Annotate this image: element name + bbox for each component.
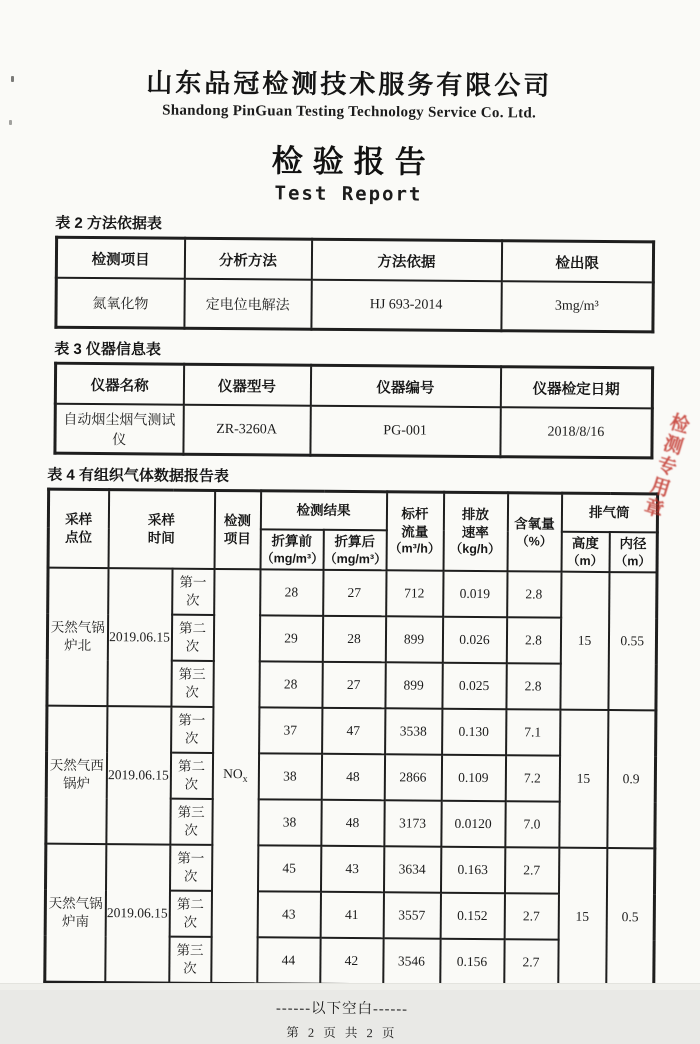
red-stamp-fragment: 检测专用章 bbox=[638, 410, 691, 522]
header-emission-rate bbox=[443, 492, 508, 571]
header-exhaust-stack: 排气筒 bbox=[561, 493, 657, 532]
before-value: 28 bbox=[259, 661, 322, 707]
o2-value: 7.0 bbox=[505, 801, 559, 847]
sampling-point-cell: 天然气锅 炉北 bbox=[47, 568, 108, 706]
run-no-cell: 第二次 bbox=[169, 891, 211, 937]
table2-header-row bbox=[56, 237, 653, 282]
rate-value: 0.156 bbox=[440, 939, 504, 986]
run-no-cell: 第三次 bbox=[170, 799, 212, 845]
sampling-date-cell: 2019.06.15 bbox=[107, 568, 172, 706]
table2-cell-method: 定电位电解法 bbox=[184, 279, 311, 329]
before-value: 29 bbox=[259, 615, 322, 661]
table3-header-no: 仪器编号 bbox=[310, 365, 500, 407]
table-row bbox=[48, 568, 657, 619]
header-diameter-unit: （m） bbox=[614, 553, 651, 569]
sampling-point-cell: 天然气锅 炉南 bbox=[45, 844, 106, 983]
after-value: 27 bbox=[322, 662, 385, 708]
table2-header-limit: 检出限 bbox=[501, 241, 653, 283]
detection-item-cell bbox=[211, 569, 260, 984]
run-no-cell: 第一次 bbox=[171, 707, 213, 753]
stack-height-value: 15 bbox=[559, 710, 608, 848]
header-sampling-time: 采样 时间 bbox=[108, 490, 215, 569]
header-oxygen-content bbox=[507, 493, 562, 572]
stack-height-value: 15 bbox=[560, 572, 609, 710]
stack-height-value: 15 bbox=[558, 848, 607, 987]
o2-value: 2.8 bbox=[507, 571, 561, 617]
table3-header-date: 仪器检定日期 bbox=[500, 367, 652, 409]
header-standard-flow-label: 标杆 流量 bbox=[401, 506, 429, 540]
table3-cell-date: 2018/8/16 bbox=[500, 407, 652, 458]
table3-cell-name: 自动烟尘烟气测试仪 bbox=[55, 404, 183, 455]
sampling-date-cell: 2019.06.15 bbox=[105, 844, 170, 983]
table2-header-method: 分析方法 bbox=[184, 238, 311, 279]
run-no-cell: 第二次 bbox=[171, 615, 213, 661]
header-after-label: 折算后 bbox=[334, 533, 376, 550]
flow-value: 3546 bbox=[383, 938, 440, 985]
rate-value: 0.026 bbox=[442, 617, 506, 664]
table3-cell-model: ZR-3260A bbox=[183, 405, 310, 455]
stack-diameter-value: 0.5 bbox=[606, 848, 655, 987]
o2-value: 7.2 bbox=[505, 755, 559, 801]
report-title-en: Test Report bbox=[274, 182, 423, 206]
scan-edge bbox=[0, 983, 700, 990]
table2-title: 表 2 方法依据表 bbox=[55, 214, 162, 233]
header-detection-item: 检测 项目 bbox=[214, 490, 261, 569]
header-after-unit: （mg/m³） bbox=[324, 551, 387, 566]
before-value: 28 bbox=[260, 569, 323, 615]
table2-header-item: 检测项目 bbox=[56, 237, 184, 279]
after-value: 41 bbox=[320, 892, 383, 938]
rate-value: 0.0120 bbox=[441, 801, 505, 848]
table-row bbox=[46, 844, 655, 895]
header-after-conversion bbox=[323, 530, 386, 570]
method-basis-table bbox=[54, 236, 655, 334]
before-value: 45 bbox=[257, 845, 320, 891]
gas-data-report-table bbox=[43, 488, 659, 989]
header-sampling-point: 采样 点位 bbox=[48, 489, 109, 568]
run-no-cell: 第一次 bbox=[169, 845, 211, 891]
before-value: 38 bbox=[258, 799, 321, 845]
after-value: 48 bbox=[321, 800, 384, 846]
o2-value: 2.7 bbox=[504, 847, 558, 893]
o2-value: 2.8 bbox=[506, 617, 560, 663]
flow-value: 899 bbox=[385, 662, 442, 708]
table3-cell-no: PG-001 bbox=[310, 406, 500, 457]
run-no-cell: 第一次 bbox=[172, 569, 214, 615]
company-name-cn: 山东品冠检测技术服务有限公司 bbox=[146, 67, 553, 101]
header-oxygen-label: 含氧量 bbox=[514, 516, 555, 532]
after-value: 48 bbox=[321, 754, 384, 800]
header-emission-rate-unit: （kg/h） bbox=[449, 542, 501, 557]
blank-below-note: ------以下空白------ bbox=[276, 1000, 409, 1018]
table3-data-row bbox=[55, 404, 652, 458]
header-standard-flow bbox=[386, 492, 444, 571]
rate-value: 0.025 bbox=[442, 663, 506, 710]
header-before-unit: （mg/m³） bbox=[261, 550, 324, 566]
after-value: 28 bbox=[322, 616, 385, 662]
table-row bbox=[47, 706, 656, 757]
table3-header-model: 仪器型号 bbox=[183, 364, 310, 405]
header-height-unit: （m） bbox=[566, 553, 604, 568]
header-oxygen-unit: （%） bbox=[516, 533, 553, 549]
table3-title: 表 3 仪器信息表 bbox=[54, 340, 161, 359]
report-header bbox=[0, 0, 700, 208]
table2-header-basis: 方法依据 bbox=[311, 239, 501, 281]
sampling-point-cell: 天然气西 锅炉 bbox=[46, 706, 107, 844]
stack-diameter-value: 0.55 bbox=[608, 572, 657, 710]
run-no-cell: 第三次 bbox=[169, 937, 211, 984]
instrument-info-table bbox=[53, 362, 654, 460]
header-diameter-label: 内径 bbox=[619, 536, 647, 552]
o2-value: 7.1 bbox=[506, 709, 560, 755]
table3-header-row bbox=[55, 363, 652, 408]
company-name-en: Shandong PinGuan Testing Technology Service Co. Ltd. bbox=[162, 102, 537, 122]
detection-item-sub: x bbox=[242, 774, 248, 786]
header-emission-rate-label: 排放 速率 bbox=[461, 507, 490, 540]
rate-value: 0.130 bbox=[442, 709, 506, 756]
rate-value: 0.152 bbox=[440, 893, 504, 940]
rate-value: 0.163 bbox=[440, 847, 504, 894]
stack-diameter-value: 0.9 bbox=[607, 710, 656, 848]
table2-data-row bbox=[56, 278, 653, 332]
header-height-label: 高度 bbox=[571, 535, 599, 552]
after-value: 42 bbox=[320, 938, 383, 985]
table4-header-row-1 bbox=[48, 489, 657, 532]
header-detection-result: 检测结果 bbox=[260, 491, 386, 530]
o2-value: 2.7 bbox=[504, 939, 558, 986]
flow-value: 3173 bbox=[384, 800, 441, 846]
table3-header-name: 仪器名称 bbox=[55, 363, 183, 405]
header-before-label: 折算前 bbox=[271, 533, 313, 549]
table2-cell-limit: 3mg/m³ bbox=[501, 281, 653, 332]
sampling-date-cell: 2019.06.15 bbox=[106, 706, 171, 844]
before-value: 38 bbox=[258, 753, 321, 799]
header-stack-height bbox=[561, 532, 609, 572]
report-title-cn: 检验报告 bbox=[271, 143, 436, 180]
flow-value: 3557 bbox=[383, 892, 440, 938]
flow-value: 3538 bbox=[385, 708, 442, 754]
after-value: 47 bbox=[322, 708, 385, 754]
detection-item-main: NO bbox=[223, 766, 243, 782]
flow-value: 2866 bbox=[384, 754, 441, 800]
table2-cell-basis: HJ 693-2014 bbox=[311, 280, 501, 331]
o2-value: 2.8 bbox=[506, 663, 560, 709]
table4-title: 表 4 有组织气体数据报告表 bbox=[47, 466, 230, 486]
rate-value: 0.109 bbox=[441, 755, 505, 802]
after-value: 43 bbox=[320, 846, 383, 892]
flow-value: 712 bbox=[386, 570, 443, 616]
run-no-cell: 第三次 bbox=[171, 661, 213, 707]
table2-cell-item: 氮氧化物 bbox=[56, 278, 184, 329]
rate-value: 0.019 bbox=[443, 571, 507, 618]
header-standard-flow-unit: （m³/h） bbox=[388, 541, 441, 557]
before-value: 44 bbox=[257, 937, 320, 984]
header-before-conversion bbox=[260, 529, 323, 569]
o2-value: 2.7 bbox=[504, 893, 558, 939]
run-no-cell: 第二次 bbox=[170, 753, 212, 799]
before-value: 37 bbox=[259, 707, 322, 753]
flow-value: 899 bbox=[385, 616, 442, 662]
after-value: 27 bbox=[323, 570, 386, 616]
flow-value: 3634 bbox=[383, 846, 440, 892]
page-number: 第 2 页 共 2 页 bbox=[286, 1025, 398, 1041]
before-value: 43 bbox=[257, 891, 320, 937]
